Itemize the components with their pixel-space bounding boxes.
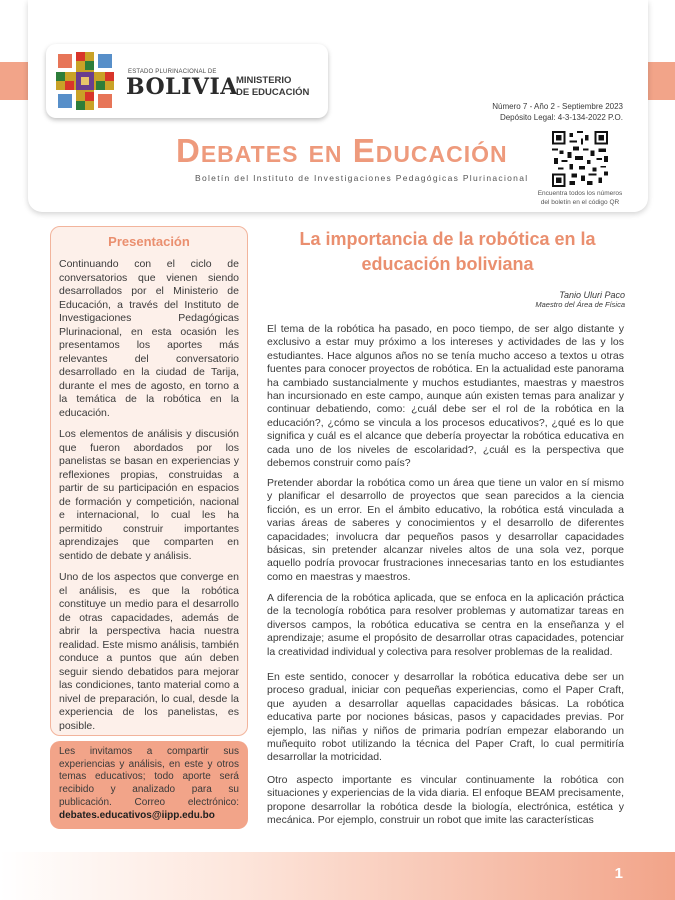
qr-code-icon[interactable] — [552, 131, 608, 187]
presentation-paragraph: Continuando con el ciclo de conversatorios que vienen siendo desarrollados por el Ministerio de Educación, a través del Instituto de Investigaciones Pedagógicas Plurinacional, en esta ocasión les presentamos los aportes más relevantes del conversatorio desarrollado en la ciudad de Tarija, durante el mes de agosto, en torno a la temática de la robótica en la educación. — [59, 258, 239, 419]
invitation-message: Les invitamos a compartir sus experiencias y análisis, en este y otros temas educativos; todo aporte será recibido y analizado para su publicación. Correo electrónico: — [59, 746, 239, 808]
invitation-box — [50, 741, 248, 829]
issue-number: Número 7 - Año 2 - Septiembre 2023 — [492, 102, 623, 111]
article-title: La importancia de la robótica en la educación boliviana — [299, 229, 596, 274]
article-paragraph: En este sentido, conocer y desarrollar la robótica educativa debe ser un proceso gradual, iniciar con pequeñas experiencias, como el Paper Craft, que ayuden a desarrollar aquellas capacidades básicas. La robótica educativa parte por nociones básicas, pasos y capacidades previas. Por ejemplo, las niñas y niños de primaria podrían empezar elaborando un muñequito robot utilizando la técnica del Paper Craft, lo cual permitiría desarrollar la motricidad. — [267, 671, 624, 764]
page-number: 1 — [614, 865, 623, 882]
invitation-text — [59, 746, 239, 822]
footer-band — [0, 852, 675, 900]
author-name: Tanio Uluri Paco — [559, 290, 625, 300]
article-paragraph: Otro aspecto importante es vincular continuamente la robótica con situaciones y experiencias de la vida diaria. El enfoque BEAM precisamente, propone desarrollar la robótica desde la biología, electrónica, estética y mecánica. Por ejemplo, construir un robot que imite las características — [267, 774, 624, 827]
presentation-title: Presentación — [108, 234, 190, 249]
email-link[interactable]: debates.educativos@iipp.edu.bo — [59, 809, 215, 821]
bulletin-subtitle: Boletín del Instituto de Investigaciones Pedagógicas Plurinacional — [195, 173, 529, 183]
presentation-paragraph: Uno de los aspectos que converge en el análisis, es que la robótica constituye un medio para el desarrollo de otras capacidades, además de abrir la perspectiva hacia nuestra realidad. Este mismo análisis, también conduce a puntos que aún deben seguir siendo debatidos para mejorar las condiciones, tanto material como a nivel de preparación, lo cual, desde la experiencia de los panelistas, es posible. — [59, 571, 239, 732]
ministry-line1: MINISTERIO — [236, 75, 292, 86]
bulletin-title: Debates en Educación — [176, 132, 508, 169]
country-name: BOLIVIA — [126, 74, 238, 100]
bolivia-emblem-icon — [56, 52, 114, 110]
author-role: Maestro del Área de Física — [535, 300, 625, 309]
presentation-box — [50, 226, 248, 736]
qr-caption-line1: Encuentra todos los números — [537, 190, 623, 197]
qr-caption-line2: del boletín en el código QR — [540, 199, 620, 206]
legal-deposit: Depósito Legal: 4-3-134-2022 P.O. — [499, 113, 623, 122]
state-label: ESTADO PLURINACIONAL DE — [128, 69, 217, 75]
article-paragraph: El tema de la robótica ha pasado, en poco tiempo, de ser algo distante y exclusivo a estar muy próximo a los intereses y actividades de las y los estudiantes. Hace algunos años no se tenía mucho acceso a textos u otras fuentes para conocer proyectos de robótica. En la actualidad este panorama ha cambiado sustancialmente y muchos estudiantes, maestras y maestros han incursionado en este campo, aunque aún existen temas para analizar y continuar debatiendo, como: ¿cuál debe ser el rol de la robótica en la educación?, ¿cómo se vincula a los procesos educativos?, ¿qué es lo que significa y cuál es el alcance que debería proyectar la robótica educativa en cada uno de los niveles de escolaridad?, ¿cuál es la perspectiva que debemos construir como país? — [267, 323, 624, 470]
presentation-paragraph: Los elementos de análisis y discusión que fueron abordados por los panelistas se basan en experiencias y reflexiones propias, construidas a partir de su participación en espacios de formación y competición, nacional e internacional, lo cual les ha permitido construir importantes aprendizajes que comparten en sentido de debate y análisis. — [59, 428, 239, 562]
article-paragraph: Pretender abordar la robótica como un área que tiene un valor en sí mismo y planificar el desarrollo de proyectos que sean parecidos a la ciencia ficción, es un error. En el ámbito educativo, la robótica está vinculada a varias áreas de saberes y conocimientos y el desarrollo de diferentes capacidades; involucra dar pequeños pasos y desarrollar capacidades básicas, sin pretender alcanzar niveles altos de una sola vez, porque aquello podría provocar frustraciones innecesarias tanto en los estudiantes como en maestras y maestros. — [267, 477, 624, 583]
author-block — [535, 290, 625, 309]
ministry-line2: DE EDUCACIÓN — [236, 87, 310, 98]
ministry-logo — [46, 44, 328, 118]
article-paragraph: A diferencia de la robótica aplicada, que se enfoca en la aplicación práctica de la tecnología robótica para resolver problemas y automatizar tareas en diversos campos, la robótica educativa se centra en la enseñanza y el aprendizaje; asume el propósito de desarrollar otras capacidades, potenciar la creatividad individual y colectiva para resolver problemas de la realidad. — [267, 592, 624, 658]
